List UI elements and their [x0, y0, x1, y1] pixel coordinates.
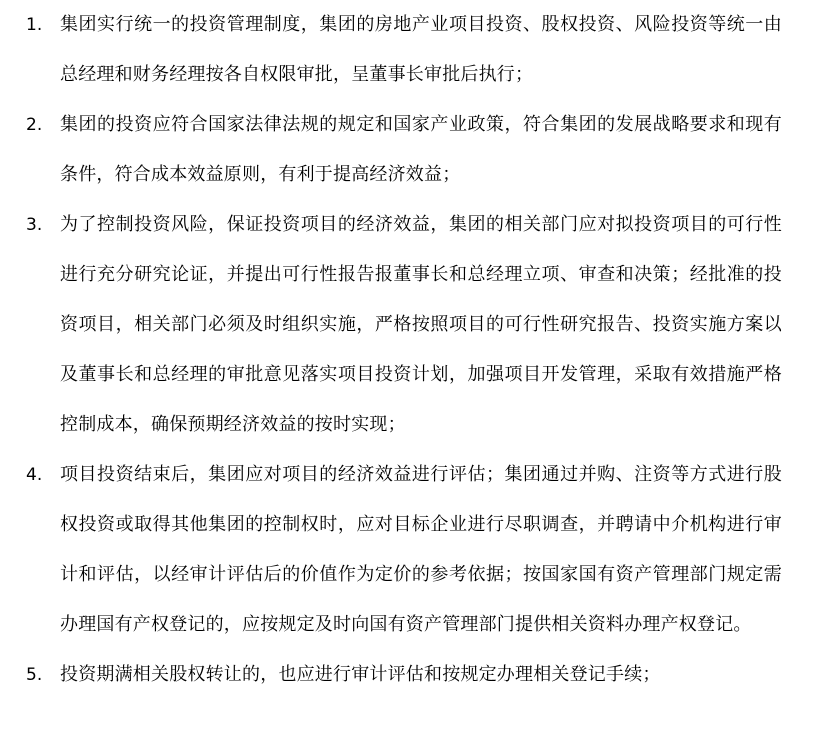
list-text: 为了控制投资风险，保证投资项目的经济效益，集团的相关部门应对拟投资项目的可行性进行充分研究论证，并提出可行性报告报董事长和总经理立项、审查和决策；经批准的投资项目，相关部门必须及时组织实施，严格按照项目的可行性研究报告、投资实施方案以及董事长和总经理的审批意见落实项目投资计划，加强项目开发管理，采取有效措施严格控制成本，确保预期经济效益的按时实现；: [60, 214, 782, 435]
list-number: 3.: [26, 215, 43, 235]
list-number: 4.: [26, 465, 43, 485]
list-text: 项目投资结束后，集团应对项目的经济效益进行评估；集团通过并购、注资等方式进行股权投资或取得其他集团的控制权时，应对目标企业进行尽职调查，并聘请中介机构进行审计和评估，以经审计评估后的价值作为定价的参考依据；按国家国有资产管理部门规定需办理国有产权登记的，应按规定及时向国有资产管理部门提供相关资料办理产权登记。: [60, 464, 782, 635]
list-text: 集团实行统一的投资管理制度，集团的房地产业项目投资、股权投资、风险投资等统一由总经理和财务经理按各自权限审批，呈董事长审批后执行；: [60, 14, 782, 85]
list-item: [0, 650, 782, 700]
list-text: 投资期满相关股权转让的，也应进行审计评估和按规定办理相关登记手续；: [60, 664, 661, 685]
list-item: [0, 200, 782, 450]
list-item: [0, 450, 782, 650]
list-text: 集团的投资应符合国家法律法规的规定和国家产业政策，符合集团的发展战略要求和现有条件，符合成本效益原则，有利于提高经济效益；: [60, 114, 782, 185]
list-item: [0, 0, 782, 100]
list-item: [0, 100, 782, 200]
list-number: 5.: [26, 665, 43, 685]
list-number: 1.: [26, 15, 43, 35]
list-number: 2.: [26, 115, 43, 135]
